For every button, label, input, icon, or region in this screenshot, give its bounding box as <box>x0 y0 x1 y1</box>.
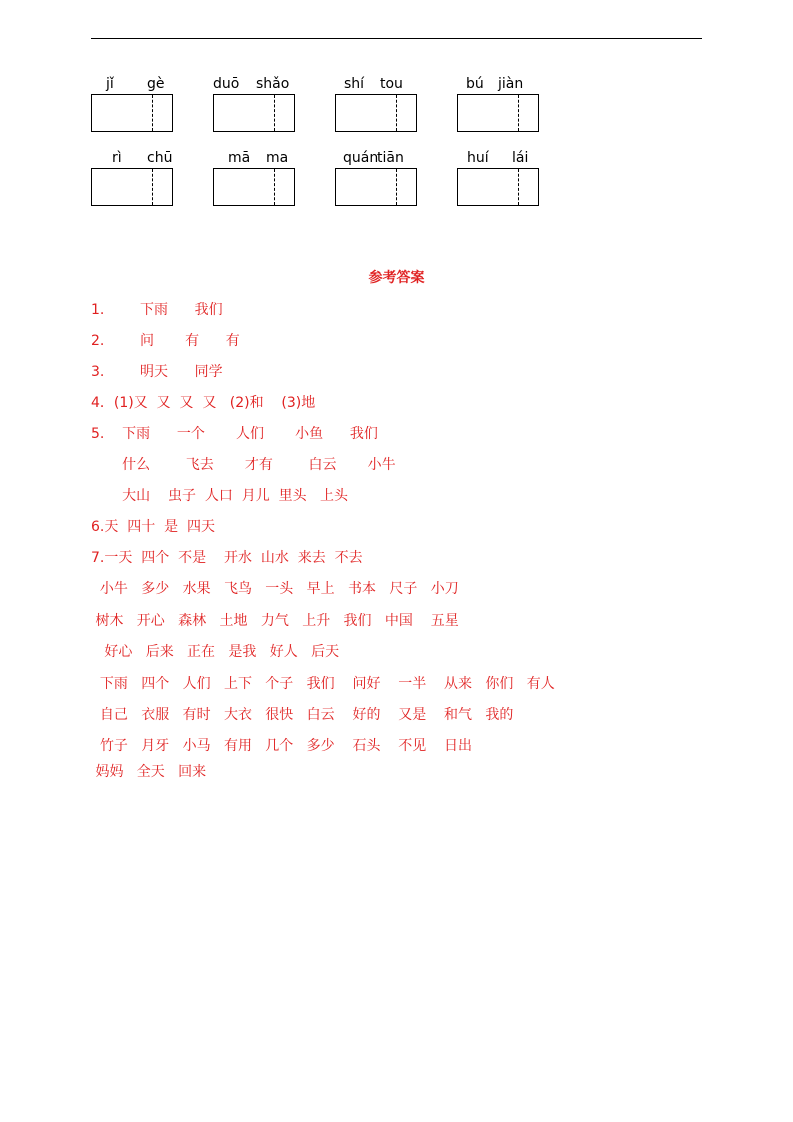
pinyin-2: gè <box>147 76 165 92</box>
pinyin-2: tiān <box>377 150 404 166</box>
pinyin-1: quán <box>343 150 379 166</box>
answer-line-6: 什么 飞去 才有 白云 小牛 <box>91 457 396 473</box>
answer-line-16: 妈妈 全天 回来 <box>91 764 207 780</box>
answer-line-12: 好心 后来 正在 是我 好人 后天 <box>91 644 340 660</box>
pinyin-2: shǎo <box>256 76 290 92</box>
pinyin-1: bú <box>466 76 484 92</box>
writing-box[interactable] <box>457 168 539 206</box>
answer-line-14: 自己 衣服 有时 大衣 很快 白云 好的 又是 和气 我的 <box>91 707 514 723</box>
writing-box[interactable] <box>335 94 417 132</box>
pinyin-2: ma <box>266 150 289 166</box>
answer-line-8: 6.天 四十 是 四天 <box>91 519 216 535</box>
answer-line-3: 3. 明天 同学 <box>91 364 223 380</box>
pinyin-1: mā <box>228 150 251 166</box>
header-rule <box>91 38 702 39</box>
writing-box[interactable] <box>91 168 173 206</box>
answer-line-10: 小牛 多少 水果 飞鸟 一头 早上 书本 尺子 小刀 <box>91 581 459 597</box>
writing-box[interactable] <box>213 94 295 132</box>
writing-box[interactable] <box>457 94 539 132</box>
answer-line-9: 7.一天 四个 不是 开水 山水 来去 不去 <box>91 550 363 566</box>
answer-line-11: 树木 开心 森林 土地 力气 上升 我们 中国 五星 <box>91 613 459 629</box>
pinyin-1: jǐ <box>106 76 114 92</box>
pinyin-2: lái <box>512 150 529 166</box>
pinyin-2: chū <box>147 150 173 166</box>
pinyin-1: shí <box>344 76 365 92</box>
answer-title: 参考答案 <box>368 270 425 286</box>
pinyin-1: duō <box>213 76 240 92</box>
answer-line-4: 4．(1)又 又 又 又 (2)和 (3)地 <box>91 395 316 411</box>
writing-box[interactable] <box>213 168 295 206</box>
answer-line-15: 竹子 月牙 小马 有用 几个 多少 石头 不见 日出 <box>91 738 473 754</box>
pinyin-1: rì <box>112 150 122 166</box>
writing-box[interactable] <box>335 168 417 206</box>
pinyin-1: huí <box>467 150 489 166</box>
writing-box[interactable] <box>91 94 173 132</box>
answer-line-5: 5. 下雨 一个 人们 小鱼 我们 <box>91 426 378 442</box>
pinyin-2: jiàn <box>498 76 524 92</box>
answer-line-13: 下雨 四个 人们 上下 个子 我们 问好 一半 从来 你们 有人 <box>91 676 555 692</box>
answer-line-2: 2. 问 有 有 <box>91 333 240 349</box>
answer-line-1: 1. 下雨 我们 <box>91 302 223 318</box>
answer-line-7: 大山 虫子 人口 月儿 里头 上头 <box>91 488 349 504</box>
pinyin-2: tou <box>380 76 403 92</box>
